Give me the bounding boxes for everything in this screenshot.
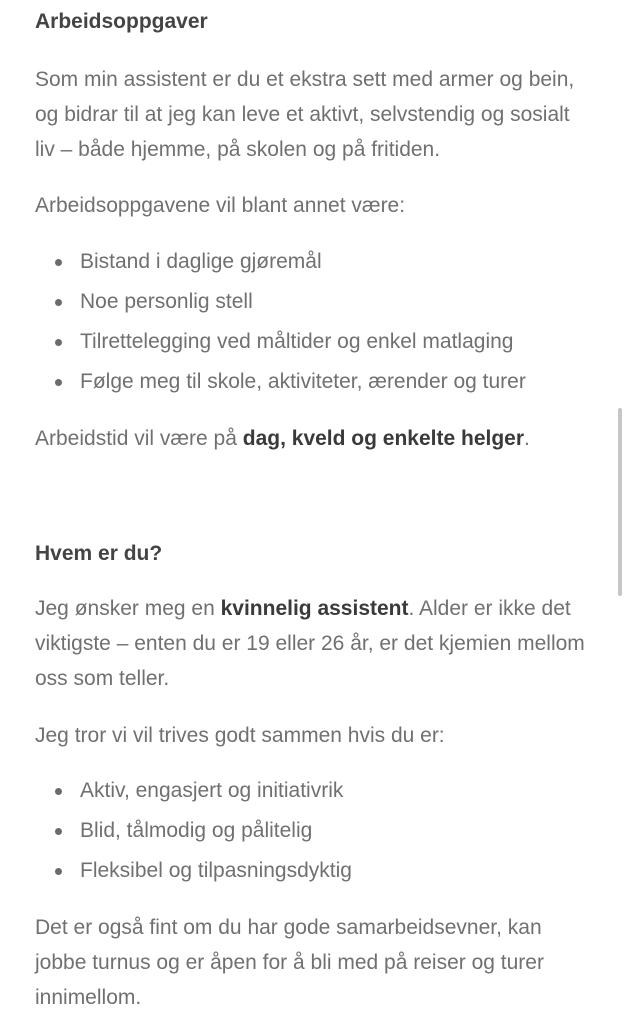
list-item: Fleksibel og tilpasningsdyktig [35, 851, 610, 891]
scrollbar[interactable] [618, 408, 622, 596]
list-item: Aktiv, engasjert og initiativrik [35, 771, 610, 811]
section-heading-tasks: Arbeidsoppgaver [35, 10, 208, 33]
list-item: Tilrettelegging ved måltider og enkel matlaging [35, 322, 610, 362]
bullet-icon [55, 259, 62, 266]
traits-intro: Jeg tror vi vil trives godt sammen hvis du er: [35, 724, 445, 747]
tasks-intro: Arbeidsoppgavene vil blant annet være: [35, 194, 406, 217]
list-item: Bistand i daglige gjøremål [35, 242, 610, 282]
tasks-list [35, 242, 610, 402]
list-item: Blid, tålmodig og pålitelig [35, 811, 610, 851]
wish-paragraph: Jeg ønsker meg en kvinnelig assistent. Alder er ikke det viktigste – enten du er 19 eller 26 år, er det kjemien mellom oss som teller. [35, 597, 585, 690]
list-item: Noe personlig stell [35, 282, 610, 322]
bullet-icon [55, 379, 62, 386]
bullet-icon [55, 868, 62, 875]
section-heading-who: Hvem er du? [35, 542, 163, 565]
closing-paragraph: Det er også fint om du har gode samarbeidsevner, kan jobbe turnus og er åpen for å bli med på reiser og turer innimellom. [35, 916, 544, 1009]
bullet-icon [55, 299, 62, 306]
bullet-icon [55, 828, 62, 835]
traits-list [35, 771, 610, 891]
working-hours: Arbeidstid vil være på dag, kveld og enkelte helger. [35, 427, 530, 450]
list-item: Følge meg til skole, aktiviteter, ærender og turer [35, 362, 610, 402]
intro-paragraph: Som min assistent er du et ekstra sett med armer og bein, og bidrar til at jeg kan leve et aktivt, selvstendig og sosialt liv – både hjemme, på skolen og på fritiden. [35, 68, 575, 161]
bullet-icon [55, 339, 62, 346]
bullet-icon [55, 788, 62, 795]
